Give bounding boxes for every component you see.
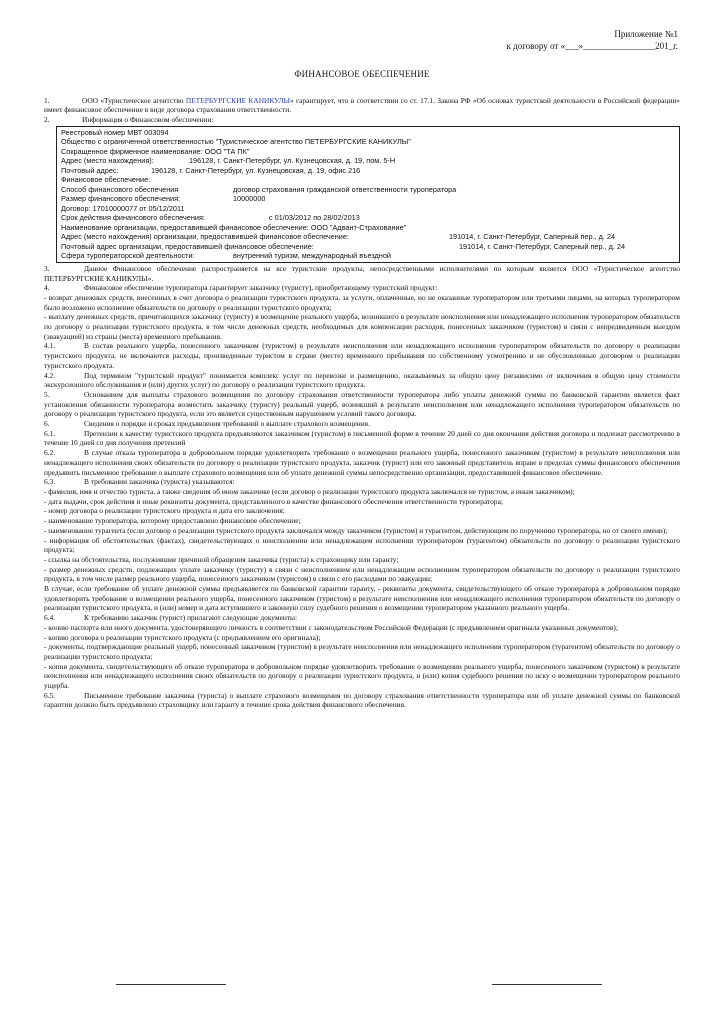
financial-info-box (56, 126, 680, 263)
financial-security-heading: Финансовое обеспечение: (61, 175, 151, 185)
paragraph-text: Данное Финансовое обеспечение распространяется на все туристские продукты, непосредственными исполнителями по которым является ООО «Туристическое агентство ПЕТЕРБУРГСКИЕ КАНИКУЛЫ». (44, 263, 680, 283)
insurance-contract: Договор: 17010000077 от 05/12/2011 (61, 203, 185, 213)
security-amount (61, 194, 675, 204)
paragraph (44, 283, 680, 293)
paragraph (44, 516, 680, 526)
section-2-number: 2. (44, 115, 50, 125)
insurer-address (61, 232, 675, 242)
section-2 (44, 115, 680, 125)
paragraph (44, 623, 680, 633)
paragraph-text: - копия документа, свидетельствующего об отказе туроператора в добровольном порядке удовлетворить требование о возмещении реального ущерба, понесенного заказчиком (туристом) в результате неисполнения или ненадлежащего исполнения своих обязательств по договору о реализации туристского продукта, и (или) копия судебного решения по иску о возмещении туроператором реального ущерба. (44, 661, 680, 691)
paragraph-text: Сведения о порядке и сроках предъявления требований о выплате страхового возмещения. (84, 419, 370, 429)
paragraph (44, 429, 680, 448)
paragraph-number: 6.1. (44, 428, 56, 438)
paragraph-text: - документы, подтверждающие реальный ущерб, понесенный заказчиком (туристом) в результате неисполнения или ненадлежащего исполнения туроператором (турагентом) обязательств по договору о реализации туристского продукта; (44, 642, 680, 661)
paragraph-number: 5. (44, 389, 50, 399)
scope-label: Сфера туроператорской деятельности: (61, 251, 195, 261)
section-1 (44, 96, 680, 115)
paragraph (44, 264, 680, 283)
paragraph-number: 4.2. (44, 370, 56, 380)
scope-value: внутренний туризм, международный въездной (233, 251, 391, 261)
paragraph-number: 4. (44, 283, 50, 293)
agency-name: ПЕТЕРБУРГСКИЕ КАНИКУЛЫ (185, 95, 291, 105)
paragraph-number: 6.5. (44, 690, 56, 700)
amount-label: Размер финансового обеспечения: (61, 194, 181, 204)
paragraph (44, 526, 680, 536)
method-label: Способ финансового обеспечения (61, 184, 179, 194)
paragraph-text: - копию договора о реализации туристского продукта (с предъявлением его оригинала); (44, 632, 321, 642)
paragraph-text: - выплату денежных средств, причитающихся заказчику (туристу) в возмещение реального ущерба, возникшего в результате неисполнения или ненадлежащего исполнения туроператором обязательств по договору о реализации туристского продукта, в том числе денежных средств, необходимых для компенсации расходов, понесенных заказчиком (туристом) в связи с непредвиденным выездом (эвакуацией) из страны (места) временного пребывания. (44, 312, 680, 341)
paragraph (44, 565, 680, 584)
paragraph-number: 6. (44, 419, 50, 429)
paragraph (44, 371, 680, 390)
paragraph (44, 662, 680, 691)
paragraph (44, 341, 680, 370)
paragraph-text: Основанием для выплаты страхового возмещения по договору страхования ответственности туроператора либо уплаты денежной суммы по банковской гарантии является факт установления обязанности туроператора возместить заказчику (туристу) реальный ущерб, возникший в результате неисполнения или ненадлежащего исполнения туроператором обязательств по договору о реализации туристского продукта, если это является существенным нарушением условий такого договора. (44, 389, 680, 419)
insurer-postal-value: 191014, г. Санкт-Петербург, Саперный пер., д. 24 (459, 241, 626, 251)
paragraph (44, 536, 680, 555)
security-period (61, 213, 675, 223)
paragraph-text: Под термином "туристский продукт" понимается комплекс услуг по перевозке и размещению, оказываемых за общую цену (независимо от включения в общую цену стоимости экскурсионного обслуживания и (или) других услуг) по договору о реализации туристского продукта. (44, 370, 680, 390)
paragraph (44, 584, 680, 613)
document-title: ФИНАНСОВОЕ ОБЕСПЕЧЕНИЕ (294, 69, 430, 79)
paragraph-text: - ссылка на обстоятельства, послужившие причиной обращения заказчика (туриста) к страховщику или гаранту; (44, 554, 399, 564)
paragraph (44, 497, 680, 507)
paragraph (44, 477, 680, 487)
paragraph (44, 390, 680, 419)
signature-lines (44, 984, 680, 994)
paragraph (44, 419, 680, 429)
paragraph-text: - копию паспорта или иного документа, удостоверяющего личность в соответствии с законодательством Российской Федерации (с предъявлением оригинала указанных документов); (44, 622, 618, 632)
paragraph (44, 613, 680, 623)
amount-value: 10000000 (233, 194, 266, 204)
company-short-name: Сокращенное фирменное наименование: ООО "ТА ПК" (61, 146, 250, 156)
section-2-text: Информация о Финансовом обеспечении: (82, 115, 214, 125)
insurer-address-value: 191014, г. Санкт-Петербург, Саперный пер., д. 24 (449, 232, 616, 242)
paragraph-text: К требованию заказчик (турист) прилагают следующие документы: (84, 613, 298, 623)
paragraph-text: Финансовое обеспечение туроператора гарантирует заказчику (туристу), приобретающему туристский продукт: (84, 283, 438, 293)
document-page (44, 28, 680, 710)
paragraph-text: - наименование турагента (если договор о реализации туристского продукта заключался между заказчиком (туристом) и турагентом, действующим по поручению туроператора, но от своего имени); (44, 525, 668, 535)
paragraph (44, 293, 680, 312)
insurer-name: Наименование организации, предоставившей финансовое обеспечение: ООО "Адвант-Страхование" (61, 222, 407, 232)
paragraph-text: - номер договора о реализации туристского продукта и дата его заключения; (44, 506, 285, 516)
paragraph-number: 6.3. (44, 477, 56, 487)
section-1-pre: ООО «Туристическое агентство (82, 95, 186, 105)
paragraph-text: В случае, если требование об уплате денежной суммы предъявляется по банковской гарантии гаранту, - реквизиты документа, свидетельствующего об отказе туроператора в добровольном порядке удовлетворить требование о возмещении реального ущерба, понесенного заказчиком (туристом) в результате неисполнения или ненадлежащего исполнения туроператором обязательств по договору о реализации туристского продукта, и (или) номер и дата вступившего в законную силу судебного решения о возмещении туроператором указанного реального ущерба. (44, 584, 680, 613)
paragraph (44, 642, 680, 661)
paragraph-text: - возврат денежных средств, внесенных в счет договора о реализации туристского продукта, за услуги, оплаченные, но не оказанные туроператором или третьими лицами, на которых туроператором было возложено исполнение обязательств по договору о реализации туристского продукта; (44, 292, 680, 312)
period-value: с 01/03/2012 по 28/02/2013 (269, 213, 360, 223)
paragraph (44, 487, 680, 497)
signature-line-left (116, 984, 226, 985)
insurer-postal-address (61, 242, 675, 252)
paragraph-text: Претензии к качеству туристского продукта предъявляются заказчиком (туристом) в письменной форме в течение 20 дней со дня окончания действия договора и подлежат рассмотрению в течение 10 дней со дня получения претензий (44, 428, 680, 448)
registry-number: Реестровый номер МВТ 003094 (61, 127, 169, 137)
insurer-address-label: Адрес (место нахождения) организации, предоставившей финансовое обеспечение: (61, 232, 349, 242)
paragraph (44, 633, 680, 643)
company-address (61, 156, 675, 166)
paragraph-number: 3. (44, 263, 50, 273)
contract-reference: к договору от «___»________________201_г. (506, 41, 678, 51)
paragraph-text: - информация об обстоятельствах (фактах), свидетельствующих о неисполнении или ненадлежащем исполнении туроператором (турагентом) обязательств по договору о реализации туристского продукта; (44, 535, 680, 555)
paragraph-number: 6.2. (44, 448, 56, 458)
paragraph-text: - дата выдачи, срок действия и иные реквизиты документа, представленного в качестве финансового обеспечения ответственности туроператора; (44, 496, 503, 506)
section-1-post: » гарантирует, что в соответствии со ст. 17.1. Закона РФ «Об основах туристской деятельности в Российской федерации» имеет финансовое обеспечение в виде договора страхования ответственности. (44, 95, 680, 115)
paragraph-text: Письменное требование заказчика (туриста) о выплате страхового возмещения по договору страхования ответственности туроператора или об уплате денежной суммы по банковской гарантии должно быть предъявлено страховщику или гаранту в течение срока действия финансового обеспечения. (44, 690, 680, 710)
paragraph-number: 6.4. (44, 613, 56, 623)
signature-line-right (492, 984, 602, 985)
paragraph (44, 506, 680, 516)
paragraph-number: 4.1. (44, 341, 56, 351)
paragraph (44, 555, 680, 565)
address-label: Адрес (место нахождения): (61, 156, 154, 166)
postal-label: Почтовый адрес: (61, 165, 119, 175)
document-body (44, 264, 680, 710)
paragraph-text: В состав реального ущерба, понесенного заказчиком (туристом) в результате неисполнения или ненадлежащего исполнения туроператором обязательств по договору о реализации туристского продукта, не включаются расходы, произведенные туристом в стране (месте) временного пребывания по собственному усмотрению и не обусловленные договором о реализации туристского продукта. (44, 341, 680, 370)
paragraph (44, 448, 680, 477)
insurer-postal-label: Почтовый адрес организации, предоставившей финансовое обеспечение: (61, 241, 314, 251)
paragraph (44, 691, 680, 710)
security-method (61, 185, 675, 195)
method-value: договор страхования гражданской ответственности туроператора (233, 184, 457, 194)
company-postal-address (61, 166, 675, 176)
activity-scope (61, 251, 675, 261)
address-value: 196128, г. Санкт-Петербург, ул. Кузнецовская, д. 19, пом. 5-Н (189, 156, 396, 166)
paragraph-text: В случае отказа туроператора в добровольном порядке удовлетворить требование о возмещении реального ущерба, понесенного заказчиком (туристом) в результате неисполнения или ненадлежащего исполнения своих обязательств по договору о реализации туристского продукта, заказчик (турист) или его законный представитель вправе в пределах суммы финансового обеспечения предъявить письменное требование о выплате страхового возмещения или об уплате денежной суммы непосредственно организации, предоставившей финансовое обеспечение. (44, 448, 680, 477)
company-full-name: Общество с ограниченной ответственностью "Туристическое агентство ПЕТЕРБУРГСКИЕ КАНИКУЛЫ" (61, 137, 411, 147)
period-label: Срок действия финансового обеспечения: (61, 213, 205, 223)
paragraph (44, 312, 680, 341)
paragraph-text: - размер денежных средств, подлежащих уплате заказчику (туристу) в связи с неисполнением или ненадлежащим исполнением туроператором обязательств по договору о реализации туристского продукта, в том числе размер реального ущерба, понесенного заказчиком (туристом) в связи с его расходами по эвакуации; (44, 564, 680, 584)
section-1-number: 1. (44, 95, 50, 105)
postal-value: 196128, г. Санкт-Петербург, ул. Кузнецовская, д. 19, офис 216 (151, 165, 361, 175)
paragraph-text: - фамилия, имя и отчество туриста, а также сведения об ином заказчике (если договор о реализации туристского продукта заключался не туристом, а иным заказчиком); (44, 486, 575, 496)
paragraph-text: - наименование туроператора, которому предоставлено финансовое обеспечение; (44, 516, 301, 526)
paragraph-text: В требовании заказчика (туриста) указываются: (84, 477, 235, 487)
appendix-label: Приложение №1 (614, 29, 678, 39)
